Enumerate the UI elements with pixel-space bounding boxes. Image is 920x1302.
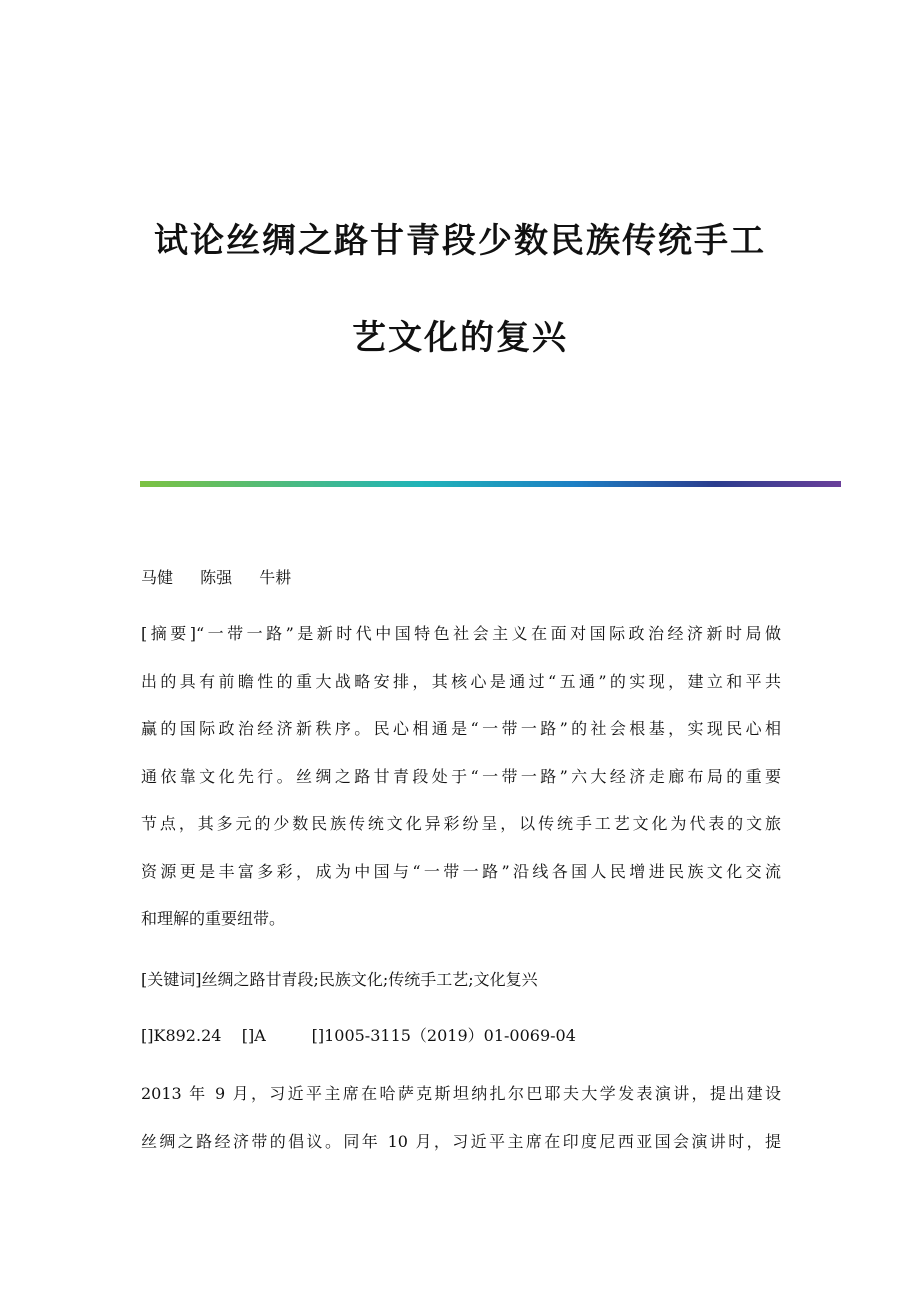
classification-line [141,1024,576,1048]
paper-title-line-1: 试论丝绸之路甘青段少数民族传统手工 [154,221,766,261]
abstract-line: 和理解的重要纽带。 [141,909,286,928]
intro-paragraph [141,1070,781,1165]
abstract-paragraph [141,610,781,943]
document-code: []A [241,1026,266,1045]
author-list [141,566,313,590]
abstract-line: 通依靠文化先行。丝绸之路甘青段处于“一带一路”六大经济走廊布局的重要 [141,766,781,786]
abstract-line: [摘要]“一带一路”是新时代中国特色社会主义在面对国际政治经济新时局做 [141,624,781,643]
abstract-line: 赢的国际政治经济新秩序。民心相通是“一带一路”的社会根基，实现民心相 [141,719,781,738]
author-name: 马健 [141,568,174,587]
spacer [221,1026,241,1045]
abstract-line: 资源更是丰富多彩，成为中国与“一带一路”沿线各国人民增进民族文化交流 [141,861,781,881]
keywords-line: [关键词]丝绸之路甘青段;民族文化;传统手工艺;文化复兴 [141,970,538,989]
article-id: []1005-3115（2019）01-0069-04 [311,1026,576,1045]
abstract-line: 出的具有前瞻性的重大战略安排，其核心是通过“五通”的实现，建立和平共 [141,671,781,691]
intro-line: 丝绸之路经济带的倡议。同年 10 月，习近平主席在印度尼西亚国会演讲时，提 [141,1131,781,1151]
author-name: 陈强 [200,568,233,587]
intro-line: 2013 年 9 月，习近平主席在哈萨克斯坦纳扎尔巴耶夫大学发表演讲，提出建设 [141,1084,781,1103]
spacer [266,1026,312,1045]
title-divider-gradient [140,481,841,487]
clc-number: []K892.24 [141,1026,222,1045]
paper-title-line-2: 艺文化的复兴 [352,318,568,358]
abstract-line: 节点，其多元的少数民族传统文化异彩纷呈，以传统手工艺文化为代表的文旅 [141,814,781,833]
author-name: 牛耕 [259,568,292,587]
